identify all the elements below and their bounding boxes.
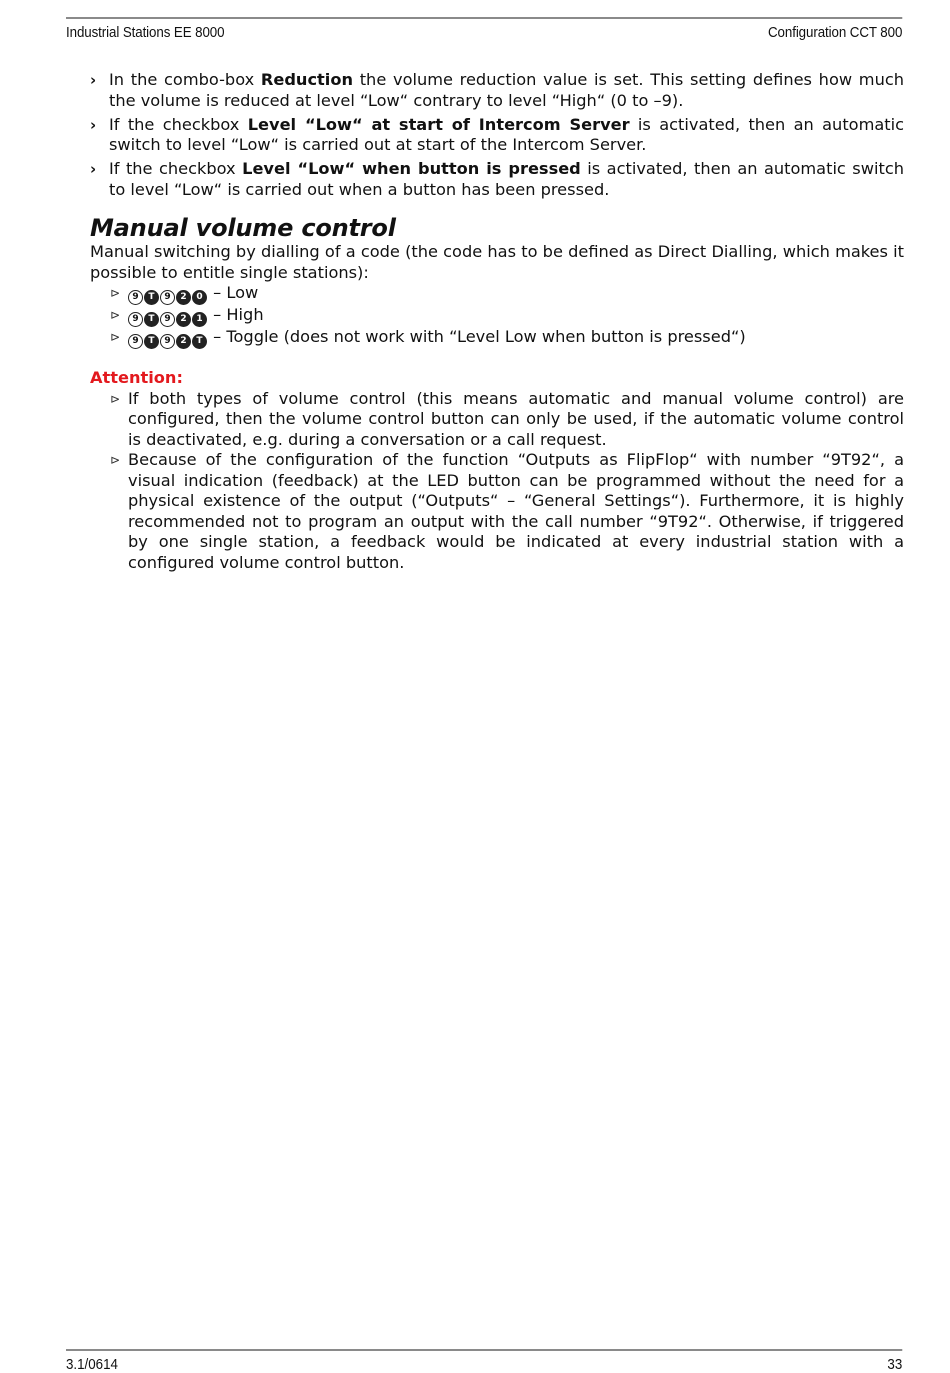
chevron-right-icon: › (90, 71, 97, 89)
dial-key-icon: T (144, 290, 159, 305)
code-item (90, 305, 904, 327)
dial-key-icon: 9 (160, 334, 175, 349)
section-intro: Manual switching by dialling of a code (the code has to be defined as Direct Dialling, which makes it possible to entitle single stations): (90, 242, 904, 282)
chevron-right-icon: › (90, 115, 97, 134)
attention-item: ⊳ Because of the configuration of the function “Outputs as FlipFlop“ with number “9T92“, a visual indication (feedback) at the LED button can be programmed without the need for a physical existence of the output (“Outputs“ – “General Settings“). Furthermore, it is highly recommended not to program an output with the call number “9T92“. Otherwise, if triggered by one single station, a feedback would be indicated at every industrial station with a configured volume control button. (110, 450, 904, 572)
code-label: – Low (208, 283, 259, 302)
dial-key-icon: 9 (160, 312, 175, 327)
chevron-outline-icon: ⊳ (110, 453, 121, 467)
code-list (90, 283, 904, 349)
page-header (66, 17, 902, 41)
list-item: › If the checkbox Level “Low“ at start of Intercom Server is activated, then an automatic switch to level “Low“ is carried out at start of the Intercom Server. (90, 114, 904, 154)
dial-key-icon: 9 (128, 334, 143, 349)
list-item: › If the checkbox Level “Low“ when button is pressed is activated, then an automatic switch to level “Low“ is carried out when a button has been pressed. (90, 159, 904, 199)
header-right: Configuration CCT 800 (768, 25, 903, 41)
chevron-outline-icon: ⊳ (110, 391, 121, 406)
dial-key-icon: T (144, 312, 159, 327)
code-label: – High (208, 305, 264, 324)
attention-label: Attention: (90, 368, 183, 387)
dial-key-icon: 2 (176, 290, 191, 305)
dial-key-icon: 9 (128, 290, 143, 305)
dial-key-icon: 0 (192, 290, 207, 305)
section-title: Manual volume control (90, 214, 396, 242)
dial-key-icon: 9 (160, 290, 175, 305)
code-item (90, 283, 904, 305)
header-left: Industrial Stations EE 8000 (66, 25, 225, 41)
page-footer (66, 1349, 902, 1373)
chevron-right-icon: › (90, 160, 97, 178)
dial-key-icon: 2 (176, 312, 191, 327)
chevron-outline-icon: ⊳ (110, 286, 121, 300)
code-label: – Toggle (does not work with “Level Low when button is pressed“) (208, 327, 746, 346)
dial-key-icon: 2 (176, 334, 191, 349)
footer-left: 3.1/0614 (66, 1357, 118, 1373)
dial-key-icon: 1 (192, 312, 207, 327)
list-item: › In the combo-box Reduction the volume reduction value is set. This setting defines how much the volume is reduced at level “Low“ contrary to level “High“ (0 to –9). (90, 70, 904, 110)
chevron-outline-icon: ⊳ (110, 308, 121, 322)
chevron-outline-icon: ⊳ (110, 330, 121, 344)
dial-key-icon: T (144, 334, 159, 349)
attention-item: ⊳ If both types of volume control (this means automatic and manual volume control) are configured, then the volume control button can only be used, if the automatic volume control is deactivated, e.g. during a conversation or a call request. (110, 388, 904, 449)
dial-key-icon: 9 (128, 312, 143, 327)
dial-key-icon: T (192, 334, 207, 349)
page-number: 33 (887, 1357, 903, 1373)
code-item (90, 327, 904, 349)
page-content (90, 70, 904, 573)
